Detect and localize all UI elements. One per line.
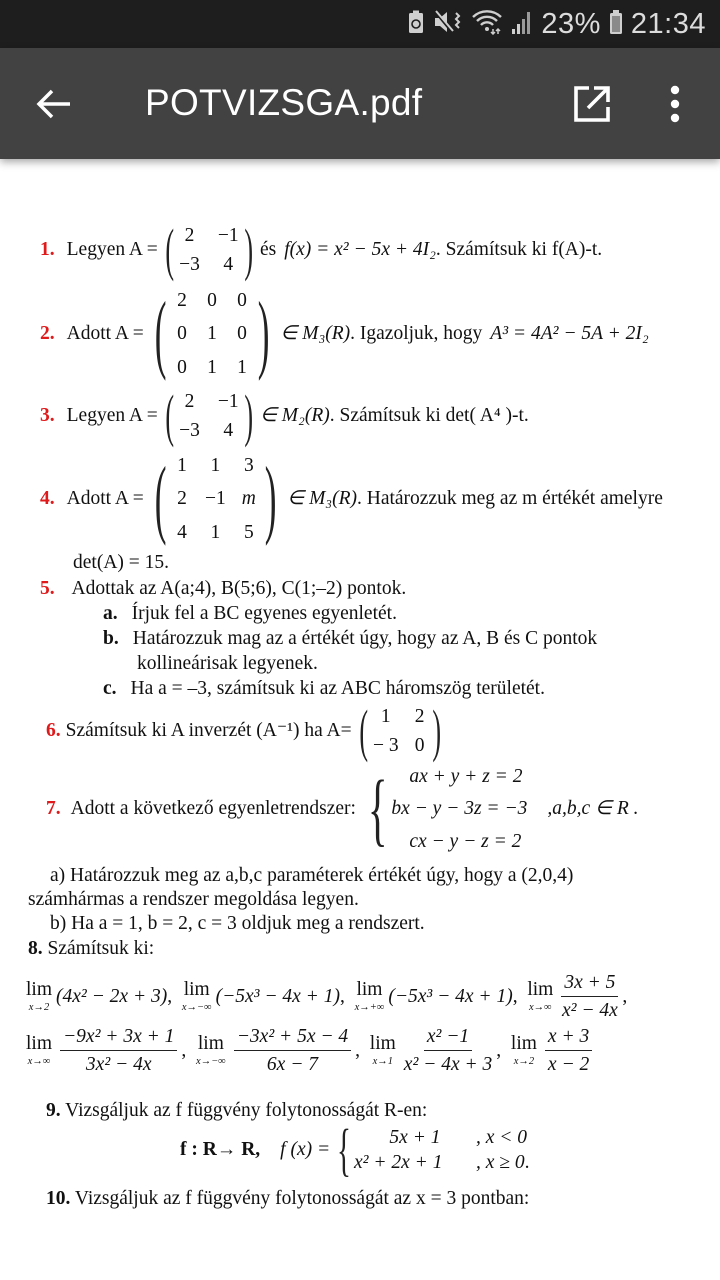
problem-5-item: kollineárisak legyenek. <box>137 653 318 674</box>
problem-text: Vizsgáljuk az f függvény folytonosságát R-en: <box>65 1100 428 1121</box>
problem-number: 5. <box>40 578 55 599</box>
problem-text: Adott a következő egyenletrendszer: <box>70 798 356 820</box>
problem-number: 2. <box>40 323 55 345</box>
problem-4: 4. Adott A = ( 1 1 3 2 −1 m 4 1 5 ) ∈ M₃(R) . Határozzuk meg az m értékét amelyre <box>40 450 663 548</box>
limits-row-1: lim x→2 (4x² − 2x + 3) , lim x→−∞ (−5x³ − 4x + 1) , lim x→+∞ (−5x³ − 4x + 1) , lim x→∞ $\frac{3x + 5}{\text{x² − 4x}}$ , <box>26 972 628 1022</box>
wifi-icon <box>471 9 503 40</box>
limit: lim x→2 <box>510 1033 537 1067</box>
limit: lim x→+∞ <box>354 979 385 1013</box>
more-options-button[interactable] <box>660 82 690 126</box>
problem-text: Számítsuk ki: <box>47 938 155 959</box>
problem-text: Adott A = <box>66 323 144 345</box>
problem-number: 10. <box>46 1188 71 1209</box>
problem-9 <box>46 1099 427 1122</box>
problem-7a-cont: számhármas a rendszer megoldása legyen. <box>28 889 359 910</box>
problem-5-item: c. Ha a = –3, számítsuk ki az ABC háromszög területét. <box>103 678 545 699</box>
problem-7a: a) Határozzuk meg az a,b,c paraméterek értékét úgy, hogy a (2,0,4) <box>50 865 574 886</box>
formula: f(x) = x² − 5x + 4I₂ <box>284 239 436 261</box>
fraction: $\frac{3x + 5}{\text{x² − 4x}}$ <box>561 972 618 1022</box>
limit: lim x→−∞ <box>181 979 212 1013</box>
matrix: ( 1 1 3 2 −1 m 4 1 5 ) <box>154 450 277 548</box>
problem-text: Legyen A = <box>66 239 158 261</box>
limit: lim x→∞ <box>26 1033 53 1067</box>
fraction: $\frac{\text{−3x² + 5x − 4}}{6x - 7}$ <box>234 1025 351 1077</box>
problem-number: 1. <box>40 239 55 261</box>
clock: 21:34 <box>630 7 706 40</box>
more-vert-icon <box>660 82 690 126</box>
problem-10 <box>46 1187 529 1210</box>
problem-8 <box>28 937 154 960</box>
problem-4-continuation: det(A) = 15. <box>73 552 170 573</box>
problem-number: 8. <box>28 938 43 959</box>
problem-number: 9. <box>46 1100 61 1121</box>
fraction: $\frac{\text{x² −1}}{\text{x² − 4x + 3}}$ <box>403 1026 493 1076</box>
problem-2: 2. Adott A = ( 2 0 0 0 1 0 0 1 1 ) ∈ M₃(R) . Igazoljuk, hogy A³ = 4A² − 5A + 2I₂ <box>40 285 649 383</box>
limit: lim x→∞ <box>527 979 554 1013</box>
problem-number: 4. <box>40 488 55 510</box>
battery-percent: 23% <box>541 7 601 40</box>
open-external-icon <box>572 84 612 124</box>
back-button[interactable] <box>32 82 76 126</box>
fraction: $\frac{\text{−9x² + 3x + 1}}{\text{3x² − 4x}}$ <box>60 1025 177 1077</box>
limit: lim x→−∞ <box>196 1033 226 1067</box>
fraction: $\frac{x + 3}{x - 2}$ <box>545 1025 592 1077</box>
piecewise-function: f : R→ R, f (x) = { 5x + 1 , x < 0 x² + 2x + 1 , x ≥ 0 . <box>180 1117 530 1182</box>
problem-number: 3. <box>40 405 55 427</box>
limits-row-2: lim x→∞ $\frac{\text{−9x² + 3x + 1}}{\text{3x² − 4x}}$ , lim x→−∞ $\frac{\text{−3x² + 5x − 4}}{6x - 7}$ , lim x→1 $\frac{\text{x² −1}}{\text{x² − 4x + 3}}$ , lim x→2 $\frac{x + 3}{x - 2}$ <box>26 1025 596 1077</box>
vibrate-mute-icon <box>433 9 463 40</box>
problem-5 <box>40 577 406 600</box>
problem-3: 3. Legyen A = ( 2 −1 −3 4 ) ∈ M₂(R) . Számítsuk ki det( A⁴ )-t. <box>40 383 529 448</box>
limit: lim x→1 <box>369 1033 396 1067</box>
problem-5-item: b. Határozzuk mag az a értékét úgy, hogy az A, B és C pontok <box>103 628 598 649</box>
equation-system: ax + y + z = 2 bx − y − 3z = −3 cx − y − z = 2 <box>391 766 528 852</box>
status-bar <box>0 0 720 48</box>
problem-text: Számítsuk ki A inverzét (A⁻¹) ha A= <box>65 720 352 742</box>
problem-text: Adottak az A(a;4), B(5;6), C(1;–2) pontok. <box>71 578 407 599</box>
problem-text: Legyen A = <box>66 405 158 427</box>
problem-1: 1. Legyen A = ( 2 −1 −3 4 ) és f(x) = x² − 5x + 4I₂ . Számítsuk ki f(A)-t. <box>40 217 603 282</box>
battery-icon <box>609 9 623 40</box>
problem-7: 7. Adott a következő egyenletrendszer: { ax + y + z = 2 bx − y − 3z = −3 cx − y − z = 2 ,a,b,c ∈ R . <box>46 763 639 855</box>
document-title: POTVIZSGA.pdf <box>145 82 423 123</box>
problem-7b: b) Ha a = 1, b = 2, c = 3 oldjuk meg a rendszert. <box>50 913 425 934</box>
problem-number: 7. <box>46 798 61 820</box>
open-external-button[interactable] <box>572 84 612 124</box>
app-bar <box>0 48 720 159</box>
matrix: ( 2 −1 −3 4 ) <box>165 383 253 448</box>
matrix: ( 2 0 0 0 1 0 0 1 1 ) <box>154 285 270 383</box>
matrix: ( 1 2 − 3 0 ) <box>358 698 441 763</box>
battery-saver-icon <box>407 10 425 39</box>
signal-icon <box>511 9 533 40</box>
matrix: ( 2 −1 −3 4 ) <box>165 217 253 282</box>
problem-5-item: a. Írjuk fel a BC egyenes egyenletét. <box>103 603 397 624</box>
problem-text: Vizsgáljuk az f függvény folytonosságát az x = 3 pontban: <box>74 1188 530 1209</box>
limit: lim x→2 <box>26 979 53 1013</box>
formula: A³ = 4A² − 5A + 2I₂ <box>490 323 649 345</box>
problem-text: Adott A = <box>66 488 144 510</box>
problem-number: 6. <box>46 720 61 742</box>
pdf-page[interactable] <box>0 159 720 1280</box>
problem-6 <box>46 698 448 763</box>
back-arrow-icon <box>32 82 76 126</box>
